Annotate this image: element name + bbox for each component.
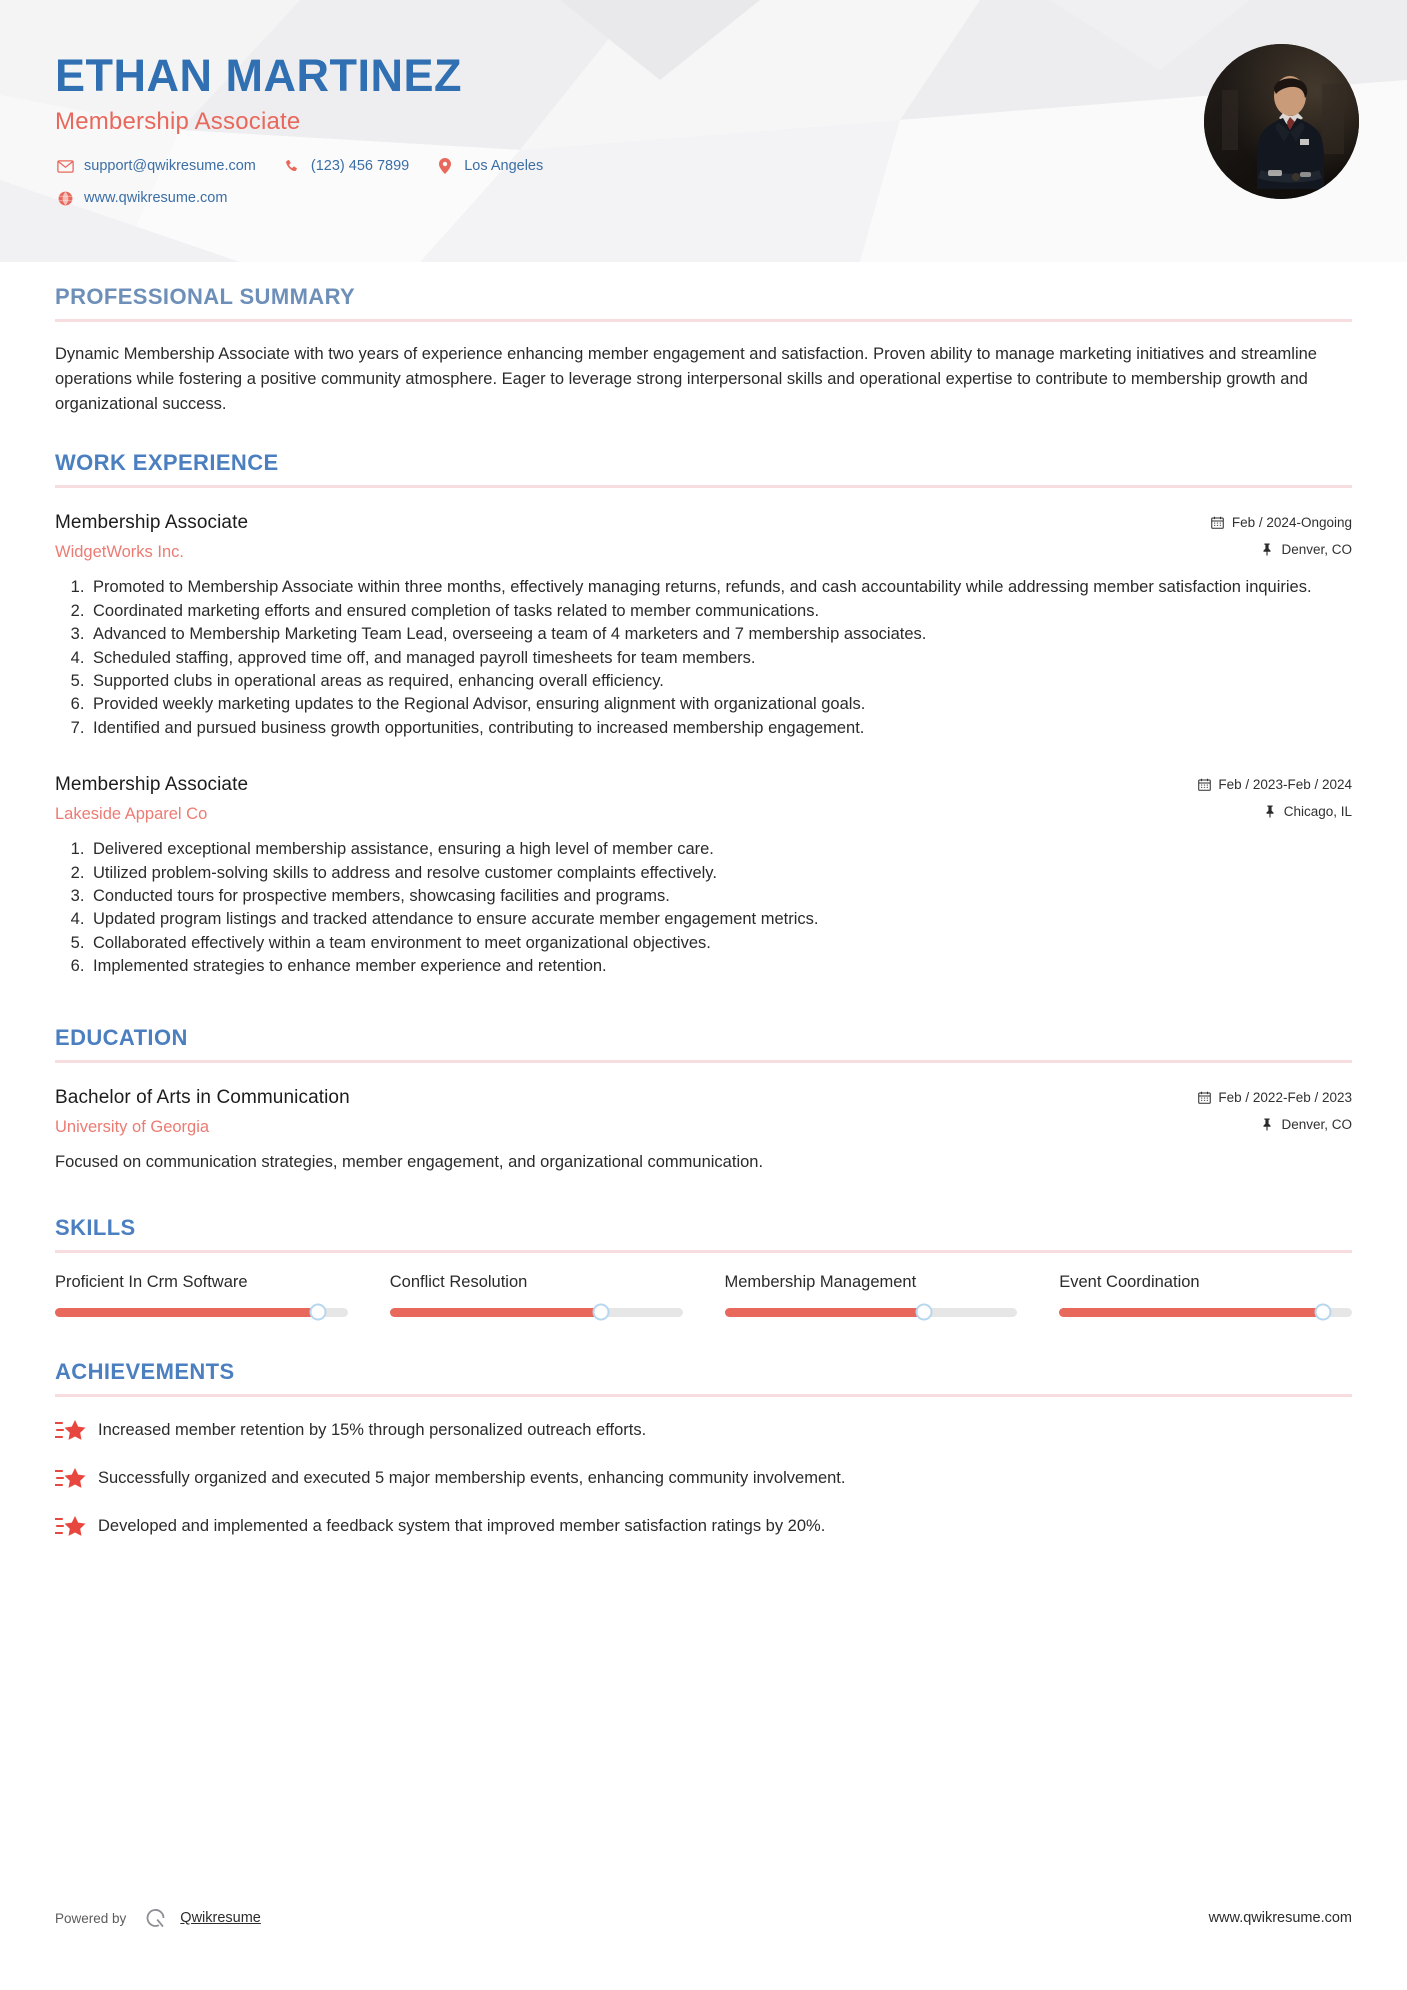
resume-header [0,0,1407,262]
qwikresume-brand-link[interactable]: Qwikresume [180,1910,261,1926]
skill-progress-fill [1059,1308,1322,1317]
achievement-item [55,1465,1352,1491]
section-work-experience [55,450,1352,978]
education-location-text: Denver, CO [1281,1116,1352,1132]
section-title-education: EDUCATION [55,1024,188,1050]
job-bullet: 1. Promoted to Membership Associate within three months, effectively managing returns, refunds, and cash accountability while addressing member satisfaction inquiries. [89,576,1352,599]
job-bullet: 7. Identified and pursued business growth opportunities, contributing to increased membership engagement. [89,717,1352,740]
calendar-icon [1197,778,1211,792]
job-location-text: Chicago, IL [1283,804,1352,820]
education-entry [55,1087,1352,1175]
skills-grid [55,1273,1352,1317]
entry-header [55,774,1352,824]
job-bullet: 4. Updated program listings and tracked attendance to ensure accurate member engagement metrics. [89,908,1352,931]
calendar-icon [1197,1090,1211,1104]
section-education [55,1025,1352,1175]
section-divider [55,1060,1352,1063]
skill-progress-knob[interactable] [592,1304,609,1321]
achievement-item [55,1513,1352,1539]
section-divider [55,1250,1352,1253]
education-date-text: Feb / 2022-Feb / 2023 [1218,1089,1352,1105]
job-bullet: 2. Utilized problem-solving skills to address and resolve customer complaints effectively. [89,862,1352,885]
entry-meta [1197,774,1352,819]
entry-left [55,512,1211,562]
skill-progress-fill [390,1308,601,1317]
school-name: University of Georgia [55,1117,210,1136]
job-date-text: Feb / 2023-Feb / 2024 [1218,777,1352,793]
star-icon [55,1465,89,1491]
experience-entry [55,774,1352,979]
contact-location [435,158,543,174]
job-date [1211,515,1352,530]
summary-text: Dynamic Membership Associate with two years of experience enhancing member engagement and satisfaction. Proven ability to manage marketing initiatives and streamline operations while fostering a positive community atmosphere. Eager to leverage strong interpersonal skills and operational expertise to contribute to membership growth and organizational success. [55,345,1317,413]
job-bullets [55,838,1352,979]
candidate-name: ETHAN MARTINEZ [55,50,462,101]
section-skills [55,1215,1352,1317]
achievements-list [55,1417,1352,1539]
job-title: Membership Associate [55,774,249,796]
skill-progress-track[interactable] [55,1308,348,1317]
section-divider [55,1394,1352,1397]
globe-icon [55,190,75,206]
skill-progress-knob[interactable] [310,1304,327,1321]
star-icon [55,1417,89,1443]
calendar-icon [1211,516,1225,530]
skill-progress-fill [725,1308,924,1317]
entry-meta [1211,512,1352,557]
skill-progress-knob[interactable] [915,1304,932,1321]
contact-location-text: Los Angeles [464,158,544,175]
section-divider [55,485,1352,488]
contact-row-secondary [55,190,1407,206]
map-pin-icon [435,158,455,174]
skill-item [390,1273,683,1317]
job-title: Membership Associate [55,512,249,534]
skill-label: Event Coordination [1059,1272,1200,1291]
achievement-text: Increased member retention by 15% through personalized outreach efforts. [98,1420,647,1439]
star-icon [55,1513,89,1539]
job-bullet: 1. Delivered exceptional membership assistance, ensuring a high level of member care. [89,838,1352,861]
pushpin-icon [1260,1117,1274,1131]
skill-label: Conflict Resolution [389,1272,528,1291]
contact-block [55,158,1407,206]
job-bullet: 5. Collaborated effectively within a team environment to meet organizational objectives. [89,932,1352,955]
profile-photo-image [1204,44,1359,199]
company-name: Lakeside Apparel Co [55,805,208,824]
skill-progress-knob[interactable] [1314,1304,1331,1321]
footer-website[interactable]: www.qwikresume.com [1208,1910,1352,1926]
contact-phone-text: (123) 456 7899 [310,158,410,175]
company-name: WidgetWorks Inc. [55,543,184,562]
job-location-text: Denver, CO [1281,542,1352,558]
job-bullet: 5. Supported clubs in operational areas as required, enhancing overall efficiency. [89,670,1352,693]
job-bullet: 4. Scheduled staffing, approved time off, and managed payroll timesheets for team members. [89,647,1352,670]
contact-phone[interactable] [282,158,409,174]
section-achievements [55,1359,1352,1539]
achievement-text: Successfully organized and executed 5 major membership events, enhancing community involvement. [98,1468,846,1487]
contact-website-text: www.qwikresume.com [84,190,228,207]
profile-photo [1204,44,1359,199]
entry-header [55,512,1352,562]
job-bullets [55,576,1352,740]
achievement-text: Developed and implemented a feedback system that improved member satisfaction ratings by 20%. [98,1516,826,1535]
skill-item [725,1273,1018,1317]
skill-progress-fill [55,1308,318,1317]
contact-email-text: support@qwikresume.com [84,158,256,175]
candidate-role: Membership Associate [55,108,301,136]
section-professional-summary [55,284,1352,416]
section-title-achievements: ACHIEVEMENTS [55,1358,235,1384]
contact-email[interactable] [55,158,256,174]
envelope-icon [55,158,75,174]
job-bullet: 6. Implemented strategies to enhance member experience and retention. [89,955,1352,978]
entry-meta [1197,1087,1352,1132]
pushpin-icon [1263,805,1277,819]
skill-progress-track[interactable] [390,1308,683,1317]
section-title-skills: SKILLS [55,1214,136,1240]
page-footer [55,1904,1352,1932]
entry-header [55,1087,1352,1137]
job-date-text: Feb / 2024-Ongoing [1231,515,1352,531]
education-description: Focused on communication strategies, member engagement, and organizational communication. [55,1152,764,1171]
job-bullet: 2. Coordinated marketing efforts and ensured completion of tasks related to member communications. [89,600,1352,623]
skill-progress-track[interactable] [725,1308,1018,1317]
achievement-item [55,1417,1352,1443]
experience-entry [55,512,1352,740]
job-bullet: 3. Conducted tours for prospective members, showcasing facilities and programs. [89,885,1352,908]
entry-left [55,774,1197,824]
education-date [1197,1090,1352,1105]
contact-website[interactable] [55,190,227,206]
job-location [1197,804,1352,819]
resume-body [0,284,1407,1539]
skill-item [1059,1273,1352,1317]
section-title-summary: PROFESSIONAL SUMMARY [55,284,356,309]
powered-by-label: Powered by [55,1910,127,1926]
pushpin-icon [1260,543,1274,557]
section-title-experience: WORK EXPERIENCE [55,450,279,476]
job-bullet: 6. Provided weekly marketing updates to the Regional Advisor, ensuring alignment with organizational goals. [89,693,1352,716]
entry-left [55,1087,1197,1137]
section-divider [55,319,1352,322]
job-bullet: 3. Advanced to Membership Marketing Team Lead, overseeing a team of 4 marketers and 7 membership associates. [89,623,1352,646]
phone-icon [282,158,302,174]
skill-label: Membership Management [724,1272,917,1291]
contact-row-primary [55,158,1407,174]
job-location [1211,542,1352,557]
education-location [1197,1117,1352,1132]
skill-item [55,1273,348,1317]
skill-progress-track[interactable] [1059,1308,1352,1317]
job-date [1197,777,1352,792]
footer-powered-by [55,1904,261,1932]
qwikresume-logo-icon [142,1904,170,1932]
skill-label: Proficient In Crm Software [55,1272,248,1291]
degree-title: Bachelor of Arts in Communication [55,1086,350,1108]
